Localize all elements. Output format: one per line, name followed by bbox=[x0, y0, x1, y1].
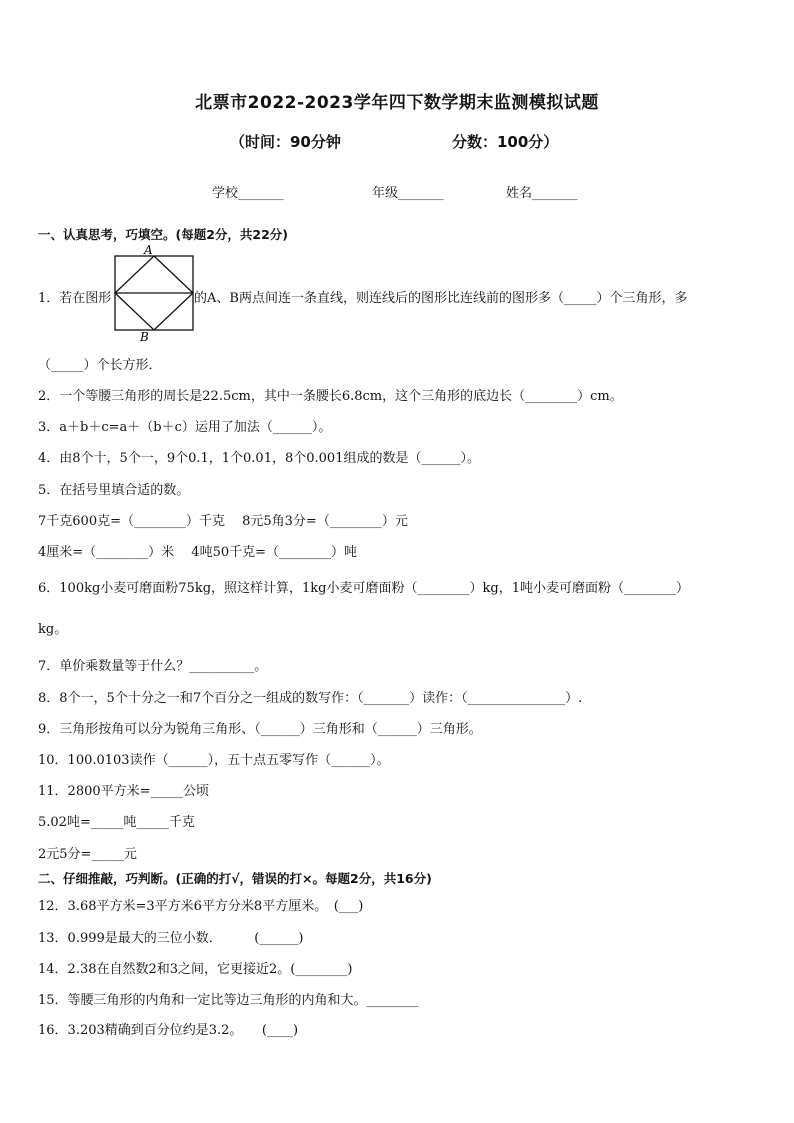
school-field: 学校_______ bbox=[212, 186, 284, 201]
exam-title: 北票市2022-2023学年四下数学期末监测模拟试题 bbox=[195, 93, 599, 113]
grade-field: 年级_______ bbox=[372, 186, 444, 201]
exam-time: （时间：90分钟 bbox=[230, 133, 341, 151]
exam-score: 分数：100分） bbox=[452, 133, 559, 151]
q5-part-b: 4厘米=（________）米 4吨50千克=（________）吨 bbox=[38, 545, 358, 560]
q2: 2．一个等腰三角形的周长是22.5cm，其中一条腰长6.8cm，这个三角形的底边长（________）cm。 bbox=[38, 389, 623, 404]
q16: 16．3.203精确到百分位约是3.2。 (____) bbox=[38, 1023, 299, 1038]
q14: 14．2.38在自然数2和3之间，它更接近2。(________) bbox=[38, 962, 353, 977]
q8: 8．8个一，5个十分之一和7个百分之一组成的数写作：（_______）读作：（_______________）. bbox=[38, 691, 583, 706]
q3: 3．a＋b＋c=a＋（b＋c）运用了加法（______）。 bbox=[38, 420, 332, 435]
q10: 10．100.0103读作（______），五十点五零写作（______）。 bbox=[38, 753, 390, 768]
q4: 4．由8个十，5个一，9个0.1，1个0.01，8个0.001组成的数是（______）。 bbox=[38, 451, 480, 466]
q11: 11．2800平方米=_____公顷 bbox=[38, 784, 210, 799]
q15: 15．等腰三角形的内角和一定比等边三角形的内角和大。________ bbox=[38, 993, 419, 1008]
name-field: 姓名_______ bbox=[506, 186, 578, 201]
q5: 5．在括号里填合适的数。 bbox=[38, 483, 190, 498]
q9: 9．三角形按角可以分为锐角三角形、（______）三角形和（______）三角形。 bbox=[38, 722, 482, 737]
q5-part-a: 7千克600克=（________）千克 8元5角3分=（________）元 bbox=[38, 514, 408, 529]
q11-part-c: 2元5分=_____元 bbox=[38, 847, 137, 862]
q1-figure bbox=[112, 244, 196, 342]
figure-label-a: A bbox=[144, 244, 153, 257]
q1-continuation: （_____）个长方形． bbox=[38, 358, 162, 373]
q6: 6．100kg小麦可磨面粉75kg，照这样计算，1kg小麦可磨面粉（________）kg，1吨小麦可磨面粉（________） bbox=[38, 581, 689, 596]
figure-label-b: B bbox=[140, 330, 149, 342]
q13: 13．0.999是最大的三位小数． (______) bbox=[38, 931, 304, 946]
q1-prefix: 1．若在图形 bbox=[38, 291, 112, 306]
q12: 12．3.68平方米=3平方米6平方分米8平方厘米。 (___) bbox=[38, 899, 364, 914]
section-2-heading: 二、仔细推敲，巧判断。(正确的打√，错误的打×。每题2分，共16分) bbox=[38, 871, 432, 886]
q11-part-b: 5.02吨=_____吨_____千克 bbox=[38, 815, 195, 830]
q1-suffix: 的A、B两点间连一条直线，则连线后的图形比连线前的图形多（_____）个三角形，多 bbox=[194, 291, 688, 306]
section-1-heading: 一、认真思考，巧填空。(每题2分，共22分) bbox=[38, 227, 289, 242]
q6-continuation: kg。 bbox=[38, 622, 68, 637]
q7: 7．单价乘数量等于什么？__________。 bbox=[38, 659, 268, 674]
